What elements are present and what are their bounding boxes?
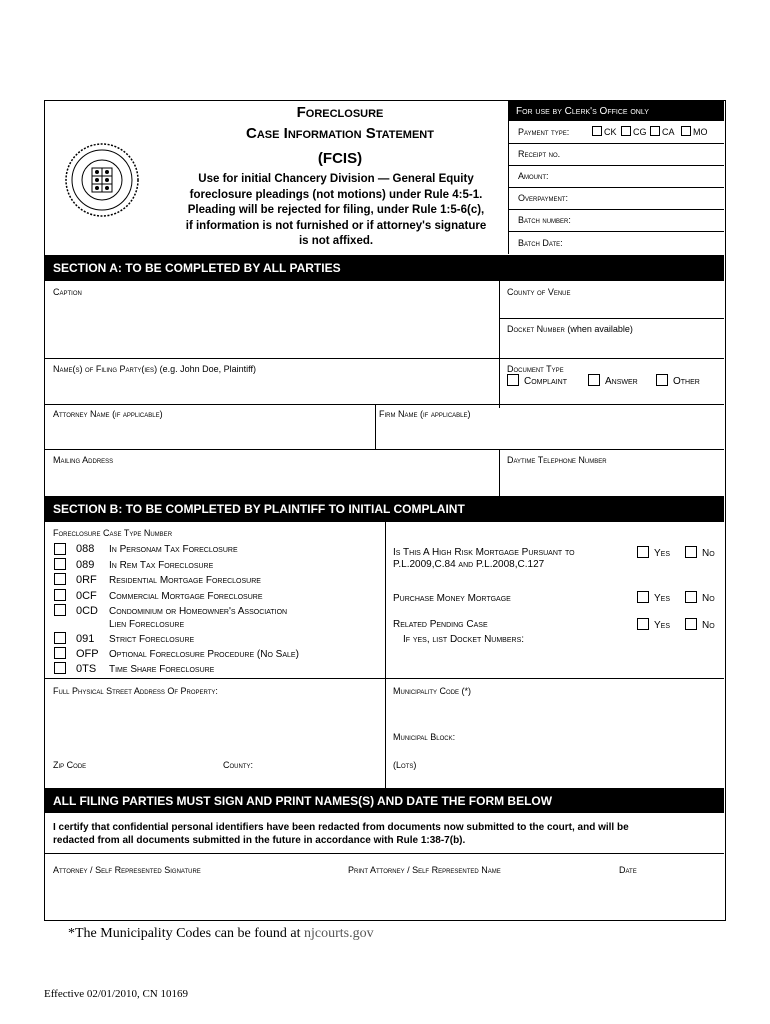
case-type-0rf-checkbox[interactable] [54,573,66,585]
county-label: County: [223,760,253,770]
certification-line-1: I certify that confidential personal identifiers have been redacted from documents now submitted to the court, and will be [53,822,629,833]
municipal-block-label: Municipal Block: [393,732,456,742]
lots-label: (Lots) [393,760,417,770]
receipt-label: Receipt no. [518,149,561,159]
clerk-heading: For use by Clerk's Office only [516,105,649,117]
case-type-089-code: 089 [76,559,95,571]
related-docket-field[interactable] [390,647,720,675]
case-type-088-checkbox[interactable] [54,543,66,555]
filing-party-text: Name(s) of Filing Party(ies) [53,364,158,374]
case-type-091-label: Strict Foreclosure [109,634,195,645]
municipality-code-label: Municipality Code (*) [393,686,472,696]
mailing-address-label: Mailing Address [53,455,114,465]
county-venue-label: County of Venue [507,287,571,297]
high-risk-no-checkbox[interactable] [685,546,697,558]
purchase-money-yes-label: Yes [654,593,671,604]
answer-label: Answer [605,376,638,387]
related-case-yes-label: Yes [654,620,671,631]
case-type-0cf-code: 0CF [76,590,97,602]
case-type-0cd-label-2: Lien Foreclosure [109,619,185,630]
instruction-line: is not affixed. [298,235,374,247]
section-b-bar [45,496,724,522]
form-title-3: (FCIS) [317,150,363,167]
case-type-0rf-code: 0RF [76,574,97,586]
high-risk-yes-label: Yes [654,548,671,559]
zip-code-label: Zip Code [53,760,87,770]
payment-type-label: Payment type: [518,127,570,137]
section-a-bar [45,255,724,281]
clerk-heading-bar [508,101,724,121]
zip-code-field[interactable] [105,755,215,775]
high-risk-question-2: P.L.2009,C.84 and P.L.2008,C.127 [393,559,545,570]
case-type-ofp-label: Optional Foreclosure Procedure (No Sale) [109,649,299,660]
case-type-0rf-label: Residential Mortgage Foreclosure [109,575,261,586]
case-type-091-code: 091 [76,633,95,645]
payment-cg-checkbox[interactable] [621,126,631,136]
high-risk-no-label: No [702,548,715,559]
sign-bar [45,788,724,813]
attorney-name-label: Attorney Name (if applicable) [53,409,163,419]
case-type-0cd-code: 0CD [76,605,99,617]
caption-field[interactable] [46,297,496,357]
payment-ck-checkbox[interactable] [592,126,602,136]
complaint-label: Complaint [524,376,568,387]
payment-ck-label: CK [604,127,617,137]
case-type-088-code: 088 [76,543,95,555]
payment-ca-checkbox[interactable] [650,126,660,136]
filing-party-field[interactable] [46,375,496,405]
case-type-0ts-code: 0TS [76,663,97,675]
street-address-field[interactable] [46,699,382,751]
docket-number-label [507,324,633,334]
payment-mo-label: MO [693,127,708,137]
purchase-money-yes-checkbox[interactable] [637,591,649,603]
instruction-line: foreclosure pleadings (not motions) under Rule 4:5-1. [189,188,483,201]
case-type-0cf-label: Commercial Mortgage Foreclosure [109,591,263,602]
section-b-title: SECTION B: TO BE COMPLETED BY PLAINTIFF TO INITIAL COMPLAINT [53,502,465,516]
phone-field[interactable] [501,465,721,495]
case-type-heading: Foreclosure Case Type Number [53,528,173,538]
payment-ca-label: CA [662,127,675,137]
case-type-091-checkbox[interactable] [54,632,66,644]
filing-party-label [53,364,256,374]
payment-cg-label: CG [633,127,647,137]
related-case-no-checkbox[interactable] [685,618,697,630]
high-risk-yes-checkbox[interactable] [637,546,649,558]
case-type-088-label: In Personam Tax Foreclosure [109,544,238,555]
county-venue-field[interactable] [501,297,721,315]
related-case-yes-checkbox[interactable] [637,618,649,630]
instruction-line: Pleading will be rejected for filing, under Rule 1:5-6(c), [187,204,485,216]
county-field[interactable] [267,755,381,775]
case-type-0ts-checkbox[interactable] [54,662,66,674]
signature-field[interactable] [46,881,342,917]
signature-label: Attorney / Self Represented Signature [53,865,201,875]
instruction-line: if information is not furnished or if attorney's signature [185,219,487,232]
high-risk-question: Is This A High Risk Mortgage Pursuant to [393,547,575,558]
amount-label: Amount: [518,171,549,181]
firm-name-label: Firm Name (if applicable) [379,409,471,419]
related-case-label: Related Pending Case [393,619,488,630]
docket-number-text: Docket Number [507,324,565,334]
purchase-money-label: Purchase Money Mortgage [393,593,511,604]
case-type-ofp-checkbox[interactable] [54,647,66,659]
complaint-checkbox[interactable] [507,374,519,386]
instruction-line: Use for initial Chancery Division — General Equity [198,173,474,185]
section-a-title: SECTION A: TO BE COMPLETED BY ALL PARTIES [53,261,341,275]
other-label: Other [673,376,700,387]
municipality-note-text: *The Municipality Codes can be found at [68,926,304,941]
sign-bar-title: ALL FILING PARTIES MUST SIGN AND PRINT NAMES(S) AND DATE THE FORM BELOW [53,793,553,808]
attorney-name-field[interactable] [46,421,372,447]
phone-label: Daytime Telephone Number [507,455,607,465]
case-type-0cd-label: Condominium or Homeowner's Association [109,606,288,617]
answer-checkbox[interactable] [588,374,600,386]
njcourts-link[interactable]: njcourts.gov [304,926,374,941]
document-type-label: Document Type [507,364,564,374]
street-address-label: Full Physical Street Address Of Property: [53,686,218,696]
payment-mo-checkbox[interactable] [681,126,691,136]
print-name-label: Print Attorney / Self Represented Name [348,865,501,875]
date-label: Date [619,865,637,875]
case-type-ofp-code: OFP [76,648,99,660]
purchase-money-no-label: No [702,593,715,604]
municipality-note [68,926,374,942]
caption-label: Caption [53,287,82,297]
related-case-no-label: No [702,620,715,631]
filing-party-example: (e.g. John Doe, Plaintiff) [159,364,256,374]
case-type-089-label: In Rem Tax Foreclosure [109,560,214,571]
docket-number-field[interactable] [501,335,721,355]
related-docket-label: If yes, list Docket Numbers: [403,634,525,645]
mailing-address-field[interactable] [46,465,496,495]
municipality-code-field[interactable] [388,699,721,723]
case-type-0cd-checkbox[interactable] [54,604,66,616]
purchase-money-no-checkbox[interactable] [685,591,697,603]
case-type-089-checkbox[interactable] [54,558,66,570]
lots-field[interactable] [430,755,720,775]
case-type-0ts-label: Time Share Foreclosure [109,664,215,675]
certification-text [53,821,629,847]
batch-date-label: Batch Date: [518,238,563,248]
effective-date: Effective 02/01/2010, CN 10169 [44,988,188,1000]
overpayment-label: Overpayment: [518,193,568,203]
case-type-0cf-checkbox[interactable] [54,589,66,601]
form-title-2: Case Information Statement [246,125,434,142]
fcis-form [44,100,726,921]
firm-name-field[interactable] [377,421,721,447]
date-field[interactable] [617,881,721,917]
municipal-block-field[interactable] [485,729,721,747]
docket-number-note: (when available) [567,324,633,334]
print-name-field[interactable] [345,881,615,917]
form-title-1: Foreclosure [296,104,384,121]
certification-line-2: redacted from all documents submitted in the future in accordance with Rule 1:38-7(b). [53,835,466,846]
batch-number-label: Batch number: [518,215,571,225]
other-checkbox[interactable] [656,374,668,386]
